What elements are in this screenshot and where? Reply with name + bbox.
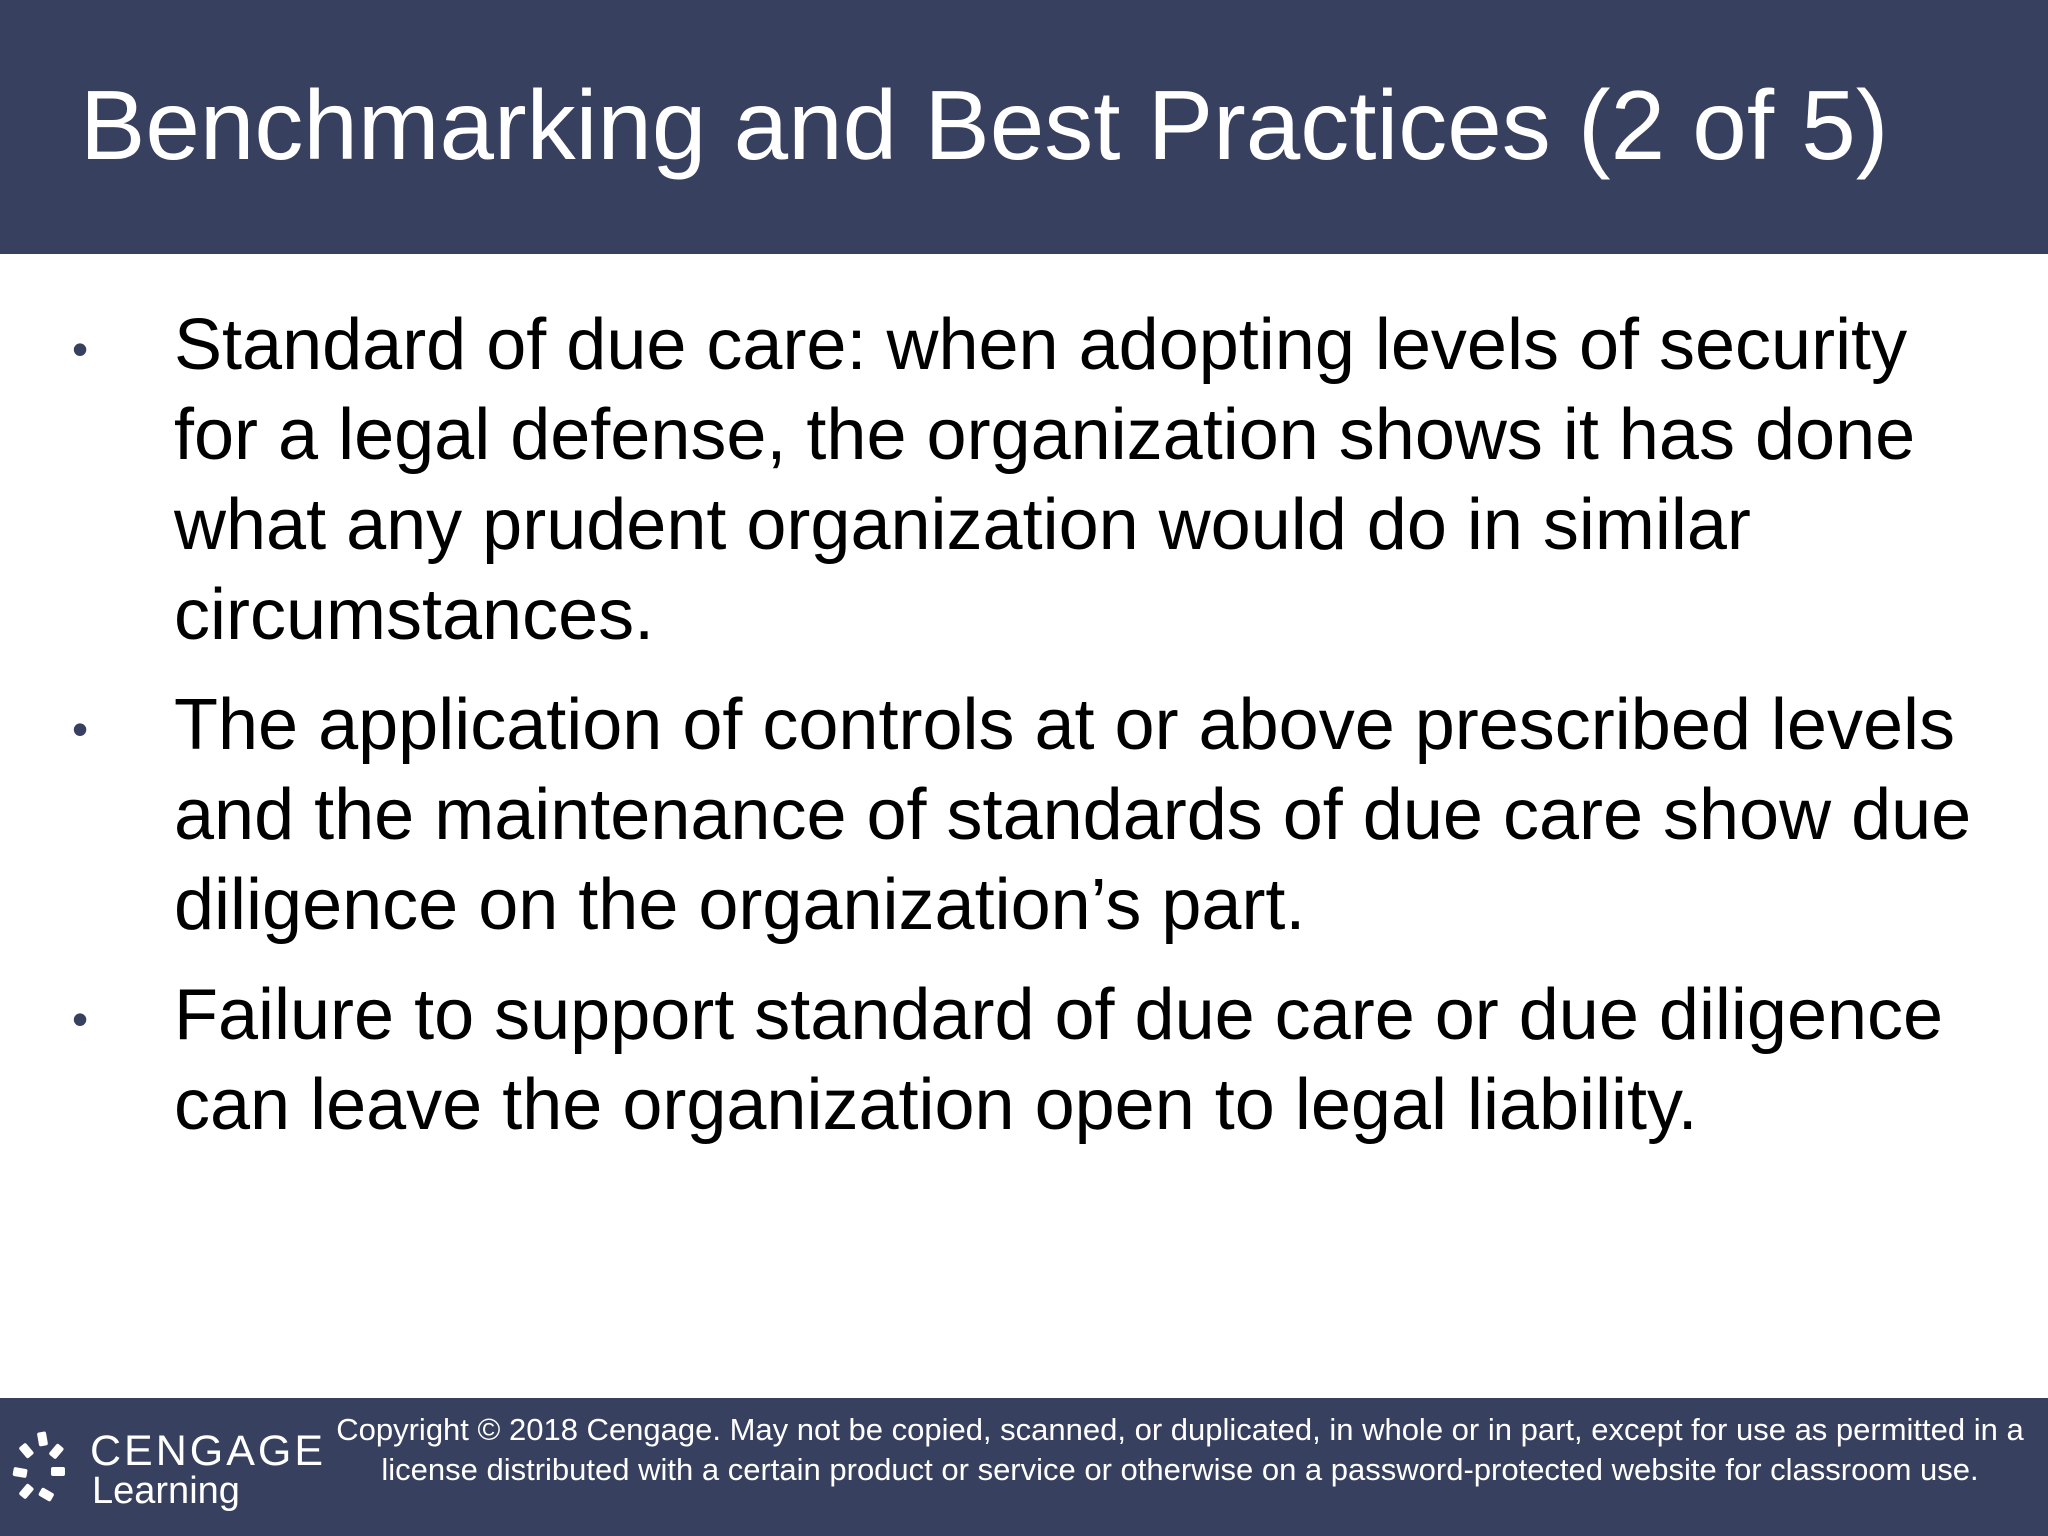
title-bar	[0, 0, 2048, 254]
cengage-logo	[8, 1424, 327, 1514]
bullet-item	[0, 300, 2048, 660]
bullet-item	[0, 970, 2048, 1150]
bullet-marker: •	[72, 993, 89, 1045]
bullet-text: Standard of due care: when adopting levels of security for a legal defense, the organization shows it has done what any prudent organization would do in similar circumstances.	[174, 305, 1916, 655]
copyright-notice: Copyright © 2018 Cengage. May not be copied, scanned, or duplicated, in whole or in part, except for use as permitted in a license distributed with a certain product or service or otherwise on a password-protected website for classroom use.	[336, 1412, 2024, 1487]
logo-wordmark-cengage: CENGAGE	[90, 1427, 327, 1475]
footer-bar	[0, 1398, 2048, 1536]
bullet-text: Failure to support standard of due care or due diligence can leave the organization open to legal liability.	[174, 975, 1944, 1145]
logo-wordmark-learning: Learning	[92, 1470, 240, 1512]
cengage-logo-icon	[8, 1424, 84, 1514]
slide-title: Benchmarking and Best Practices (2 of 5)	[80, 70, 1889, 180]
bullet-marker: •	[72, 703, 89, 755]
bullet-marker: •	[72, 323, 89, 375]
bullet-text: The application of controls at or above prescribed levels and the maintenance of standards of due care show due diligence on the organization’s part.	[174, 685, 1972, 945]
bullet-item	[0, 680, 2048, 950]
bullet-list	[0, 300, 2048, 1170]
